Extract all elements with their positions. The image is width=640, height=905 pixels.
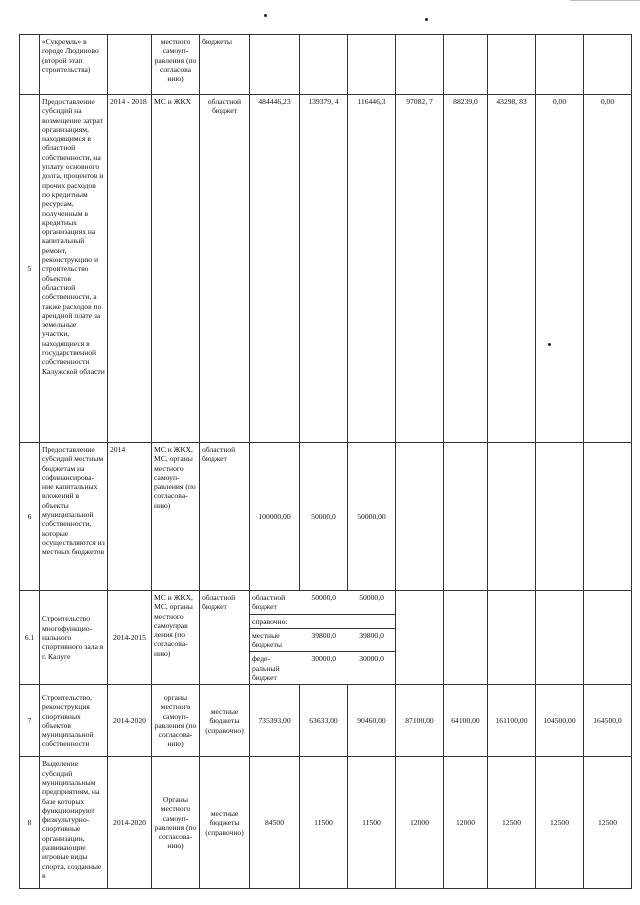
term-cell: 2014 - 2018: [108, 95, 152, 443]
table-row: [20, 685, 632, 757]
value-cell: 50000,0: [300, 443, 348, 591]
value-cell: 139379, 4: [300, 95, 348, 443]
value-cell: 63633,00: [300, 685, 348, 757]
value-cell: 161100,00: [488, 685, 536, 757]
value-cell: 88239,0: [444, 95, 488, 443]
row-number: 8: [20, 757, 40, 889]
sub-source-label: местные бюджеты: [250, 628, 299, 652]
measure-name: Предоставление субсидий местным бюджетам на софинансирова-ние капитальных вложений в объекты муниципальной собственности, которые осуществляются из местных бюджетов: [40, 443, 108, 591]
source-cell: областной бюджет: [200, 443, 250, 591]
value-cell: 0,00: [584, 95, 632, 443]
executor-cell: органы местного самоуп-равления (по согласова-нию): [152, 685, 200, 757]
row-number: [20, 35, 40, 95]
subtable-row: [250, 628, 395, 652]
value-cell: [348, 35, 396, 95]
value-cell: [488, 35, 536, 95]
value-cell: 12500: [584, 757, 632, 889]
value-cell: [396, 591, 444, 685]
table-row: [20, 591, 632, 685]
scan-speck: [264, 14, 267, 17]
source-cell: местные бюджеты (справочно): [200, 685, 250, 757]
value-cell: [584, 35, 632, 95]
sub-source-label: областной бюджет: [250, 591, 299, 614]
term-cell: 2014: [108, 443, 152, 591]
source-cell: областной бюджет: [200, 591, 250, 685]
sub-value: [348, 614, 395, 628]
value-cell: [300, 35, 348, 95]
value-cell: 11500: [300, 757, 348, 889]
sub-value: 30000,0: [311, 654, 337, 664]
source-cell: областной бюджет: [200, 95, 250, 443]
value-cell: 64100,00: [444, 685, 488, 757]
value-cell: 11500: [348, 757, 396, 889]
sub-source-label: справочно:: [250, 614, 299, 628]
value-cell: [444, 591, 488, 685]
value-cell: 90460,00: [348, 685, 396, 757]
measure-name: Строительство, реконструкция спортивных объектов муниципальной собственности: [40, 685, 108, 757]
value-cell: [444, 443, 488, 591]
sub-value: 39800,0: [299, 628, 348, 652]
funding-subtable: [250, 591, 395, 684]
total-cell: 484446,23: [250, 95, 300, 443]
value-cell: [488, 443, 536, 591]
value-cell: [536, 35, 584, 95]
table-row: [20, 95, 632, 443]
value-cell: [536, 443, 584, 591]
sub-value: 39800,0: [348, 628, 395, 652]
term-cell: [108, 35, 152, 95]
table-row: [20, 35, 632, 95]
row-number: 6.1: [20, 591, 40, 685]
row-number: 6: [20, 443, 40, 591]
value-cell: 164500,0: [584, 685, 632, 757]
executor-cell: МС и ЖКХ, МС, органы местного самоуправ ления (по согласова-нию): [152, 591, 200, 685]
value-cell: 12500: [488, 757, 536, 889]
executor-cell: Органы местного самоуп-равления (по согласова-нию): [152, 757, 200, 889]
sub-value: [299, 614, 348, 628]
measure-name: Строительство многофункцио-нального спортивного зала в г. Калуге: [40, 591, 108, 685]
value-cell: 12000: [444, 757, 488, 889]
total-cell: 100000,00: [250, 443, 300, 591]
value-cell: [396, 35, 444, 95]
term-cell: 2014-2020: [108, 757, 152, 889]
value-cell: [536, 591, 584, 685]
program-table: [19, 34, 632, 889]
sub-value: 50000,0: [348, 591, 395, 614]
funding-breakdown: [250, 591, 396, 685]
term-cell: 2014-2015: [108, 591, 152, 685]
sub-source-label: феде-ральный бюджет: [252, 654, 280, 683]
value-cell: 50000,00: [348, 443, 396, 591]
value-cell: [444, 35, 488, 95]
executor-cell: местного самоуп-равления (по согласова нию): [152, 35, 200, 95]
term-cell: 2014-2020: [108, 685, 152, 757]
value-cell: 12000: [396, 757, 444, 889]
subtable-row: [250, 614, 395, 628]
value-cell: 104500,00: [536, 685, 584, 757]
scan-edge-line: [570, 0, 640, 1]
total-cell: 735393,00: [250, 685, 300, 757]
value-cell: [396, 443, 444, 591]
table-row: [20, 757, 632, 889]
measure-name: «Сукремль» в городе Людиново (второй этап строительства): [40, 35, 108, 95]
table-row: [20, 443, 632, 591]
measure-name: Предоставление субсидий на возмещение затрат организациям, находящимся в областной собственности, на уплату основного долга, процентов и прочих расходов по кредитным ресурсам, полученным в кредитных организациях на капитальный ремонт, реконструкцию и строительство объектов областной собственности, а также расходов по арендной плате за земельные участки, находящиеся в государственной собственности Калужской области: [40, 95, 108, 443]
value-cell: 43298, 83: [488, 95, 536, 443]
total-cell: [250, 35, 300, 95]
subtable-row: [250, 652, 395, 684]
scan-speck: [425, 18, 428, 21]
value-cell: [584, 443, 632, 591]
value-cell: 12500: [536, 757, 584, 889]
row-number: 5: [20, 95, 40, 443]
executor-cell: МС и ЖКХ, МС, органы местного самоуп-равления (по согласова-нию): [152, 443, 200, 591]
value-cell: 87100,00: [396, 685, 444, 757]
value-cell: 116446,3: [348, 95, 396, 443]
total-cell: 84500: [250, 757, 300, 889]
sub-value: 50000,0: [299, 591, 348, 614]
value-cell: 0,00: [536, 95, 584, 443]
measure-name: Выделение субсидий муниципальным предприятиям, на базе которых функционируют физкультурно-спортивные организации, развивающие игровые виды спорта, созданные в: [40, 757, 108, 889]
source-cell: местные бюджеты (справочно): [200, 757, 250, 889]
subtable-row: [250, 591, 395, 614]
source-cell: бюджеты: [200, 35, 250, 95]
value-cell: 97082, 7: [396, 95, 444, 443]
value-cell: [584, 591, 632, 685]
value-cell: [488, 591, 536, 685]
executor-cell: МС и ЖКХ: [152, 95, 200, 443]
row-number: 7: [20, 685, 40, 757]
sub-value: 30000,0: [359, 654, 384, 664]
